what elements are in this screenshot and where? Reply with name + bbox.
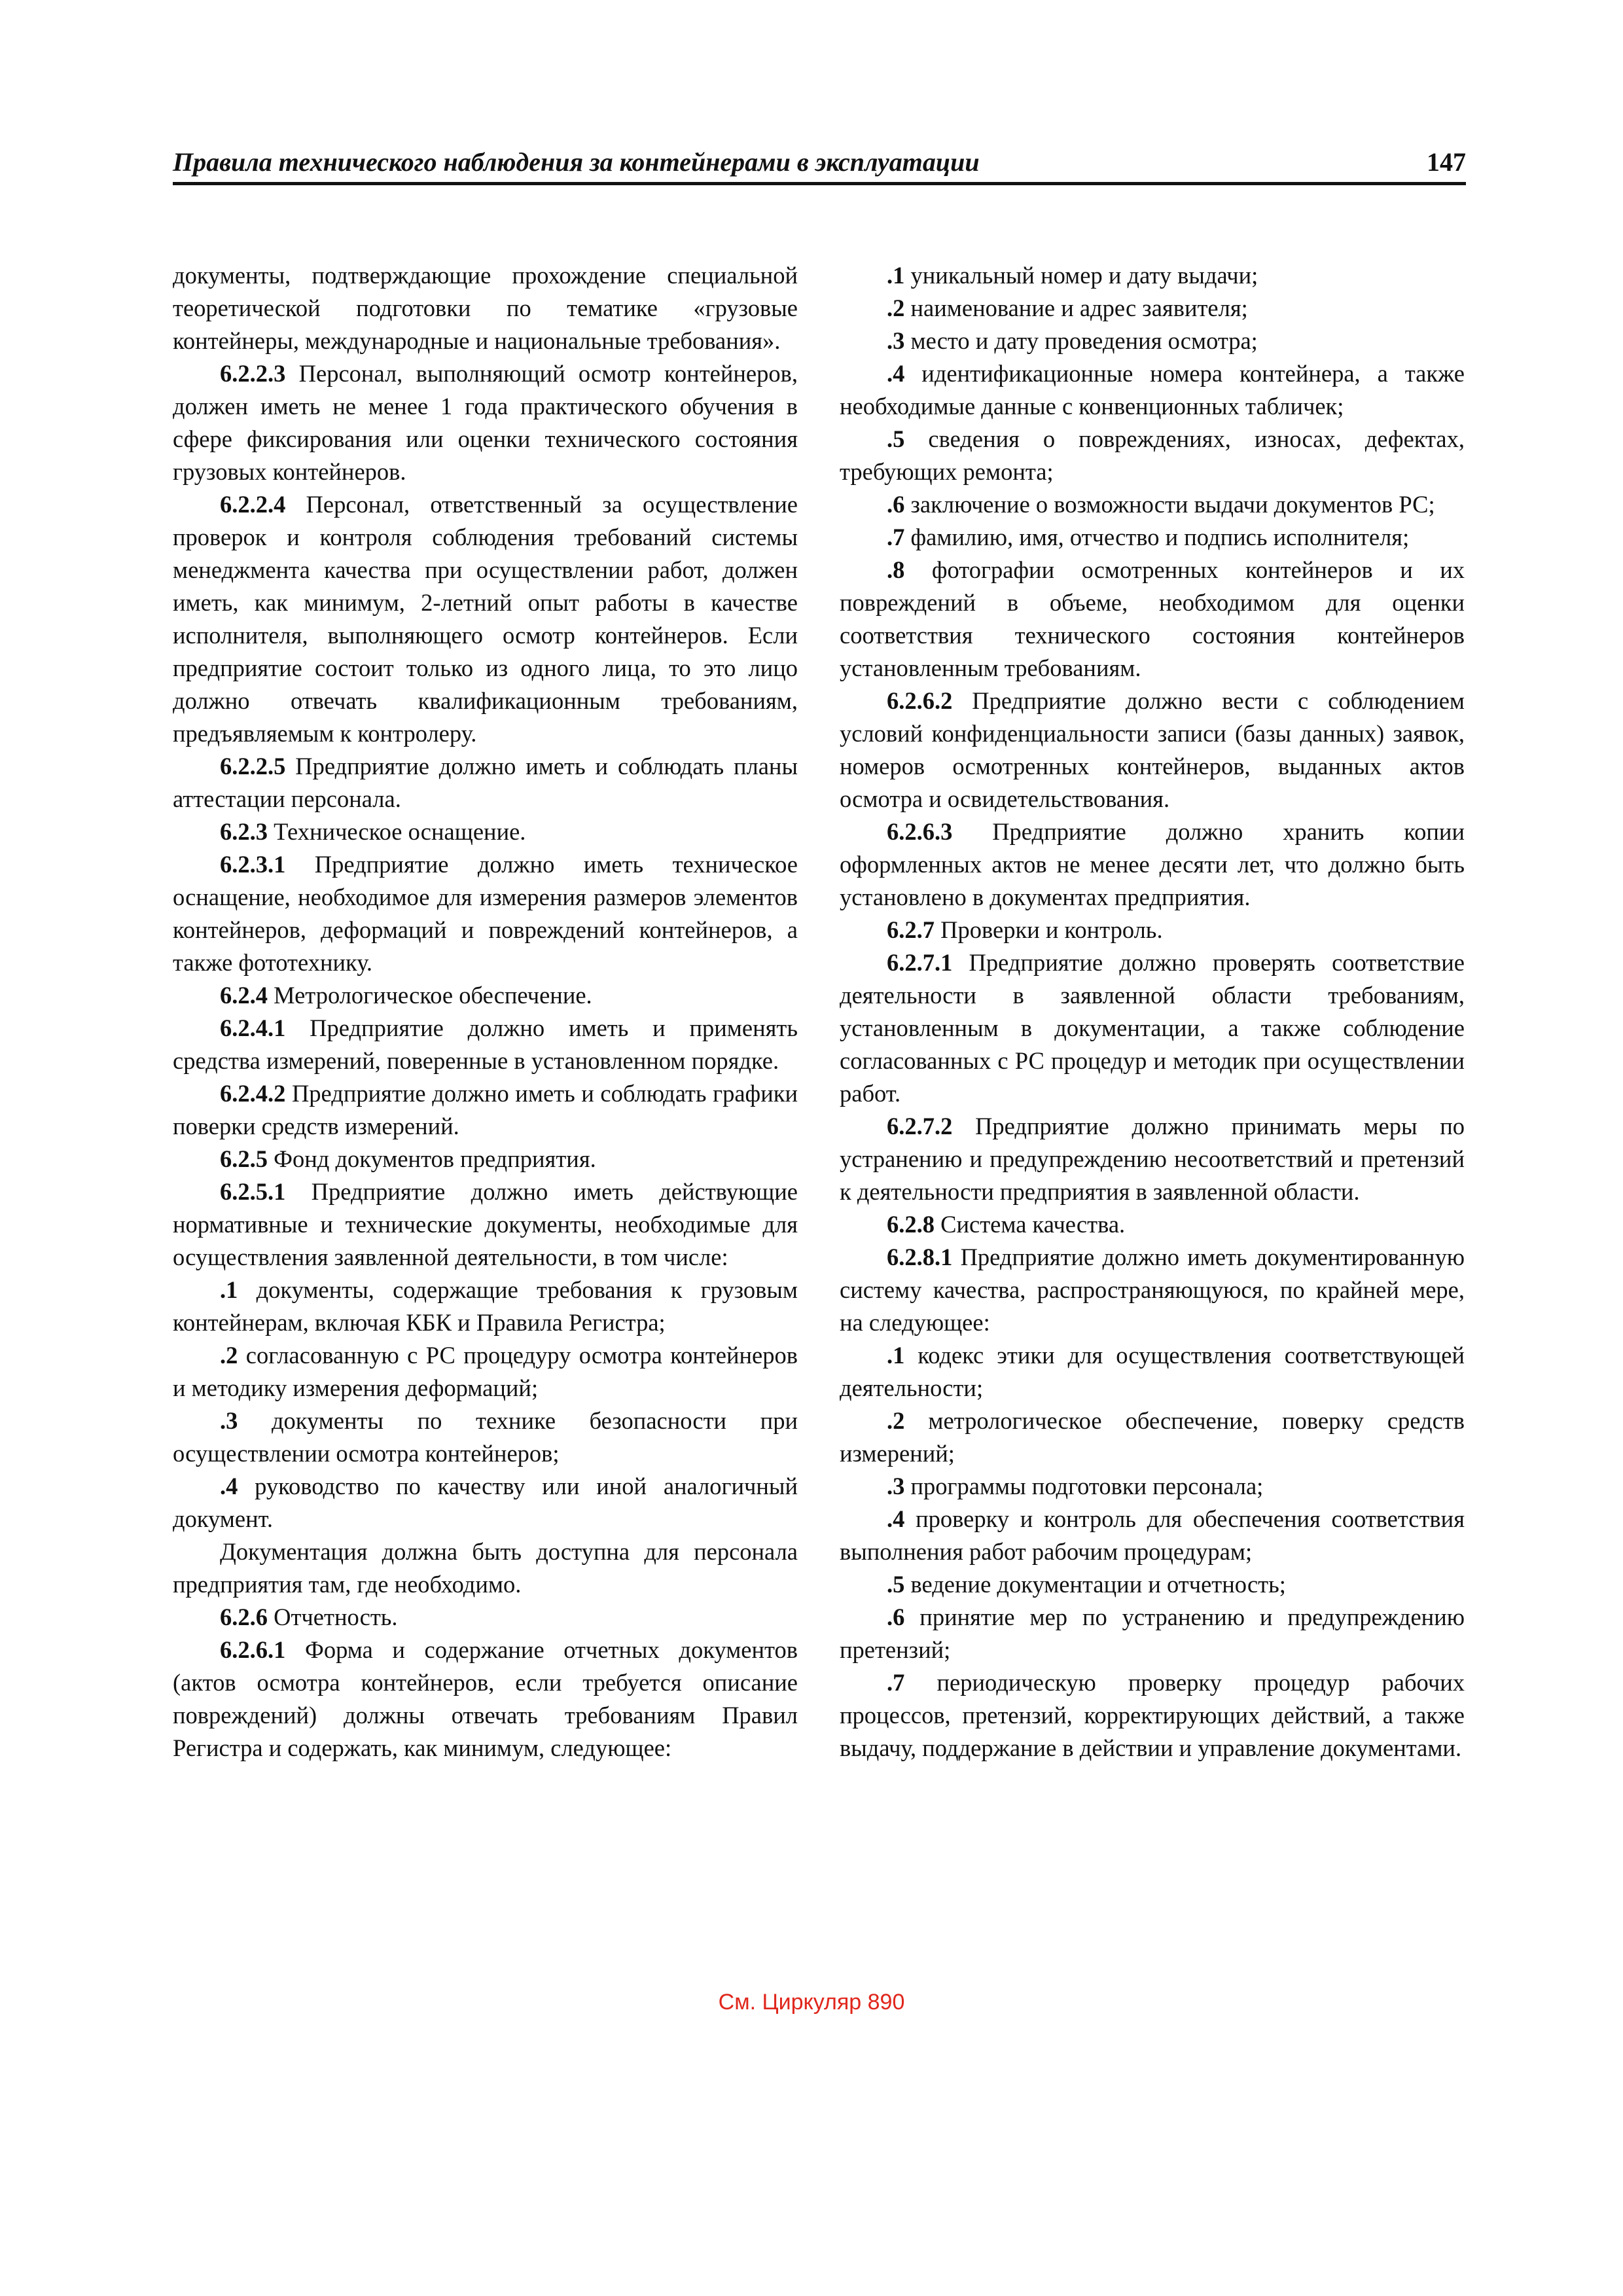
header-title: Правила технического наблюдения за контейнерами в эксплуатации [173,147,980,177]
clause-number: 6.2.6 [220,1604,268,1630]
paragraph-text: Отчетность. [268,1604,398,1630]
paragraph [173,979,798,1012]
clause-number: 6.2.7.1 [887,949,953,976]
paragraph [840,1601,1465,1666]
circular-reference-link[interactable]: См. Циркуляр 890 [718,1990,905,2015]
paragraph [840,1503,1465,1568]
paragraph [840,1241,1465,1339]
clause-number: .1 [887,262,905,289]
clause-number: .2 [887,1407,905,1434]
paragraph [173,488,798,750]
paragraph-text: фотографии осмотренных контейнеров и их повреждений в объеме, необходимом для оценки соответствия технического состояния контейнеров установленным требованиям. [840,556,1465,681]
clause-number: .6 [887,491,905,518]
clause-number: 6.2.4.1 [220,1014,286,1041]
paragraph [173,1601,798,1634]
paragraph-text: Форма и содержание отчетных документов (актов осмотра контейнеров, если требуется описание повреждений) должны отвечать требованиям Правил Регистра и содержать, как минимум, следующее: [173,1636,798,1761]
paragraph [840,357,1465,423]
paragraph-text: программы подготовки персонала; [904,1473,1264,1499]
page-number: 147 [1427,147,1466,177]
paragraph [840,914,1465,946]
paragraph-text: фамилию, имя, отчество и подпись исполнителя; [904,524,1410,550]
paragraph-text: документы по технике безопасности при осуществлении осмотра контейнеров; [173,1407,798,1467]
paragraph-text: Система качества. [935,1211,1126,1238]
paragraph-text: Метрологическое обеспечение. [268,982,592,1009]
paragraph-text: метрологическое обеспечение, поверку средств измерений; [840,1407,1465,1467]
paragraph-text: Персонал, ответственный за осуществление проверок и контроля соблюдения требований системы менеджмента качества при осуществлении работ, должен иметь, как минимум, 2-летний опыт работы в качестве исполнителя, выполняющего осмотр контейнеров. Если предприятие состоит только из одного лица, то это лицо должно отвечать квалификационным требованиям, предъявляемым к контролеру. [173,491,798,747]
clause-number: .7 [887,524,905,550]
paragraph [173,1143,798,1175]
paragraph [173,1077,798,1143]
paragraph-text: Предприятие должно хранить копии оформленных актов не менее десяти лет, что должно быть установлено в документах предприятия. [840,818,1465,910]
paragraph-text: место и дату проведения осмотра; [904,327,1258,354]
paragraph [840,292,1465,325]
paragraph [840,1110,1465,1208]
clause-number: 6.2.8.1 [887,1244,953,1270]
paragraph-text: принятие мер по устранению и предупреждению претензий; [840,1604,1465,1663]
clause-number: 6.2.3 [220,818,268,845]
paragraph [173,750,798,816]
paragraph [840,946,1465,1110]
paragraph [173,816,798,848]
paragraph [173,259,798,357]
paragraph-text: периодическую проверку процедур рабочих процессов, претензий, корректирующих действий, а также выдачу, поддержание в действии и управление документами. [840,1669,1465,1761]
paragraph-text: Документация должна быть доступна для персонала предприятия там, где необходимо. [173,1538,798,1598]
clause-number: 6.2.2.4 [220,491,286,518]
paragraph [173,1339,798,1405]
paragraph [173,1535,798,1601]
clause-number: .2 [220,1342,238,1369]
paragraph-text: Предприятие должно иметь техническое оснащение, необходимое для измерения размеров элементов контейнеров, деформаций и повреждений контейнеров, а также фототехнику. [173,851,798,976]
clause-number: .1 [220,1276,238,1303]
paragraph [173,1012,798,1077]
clause-number: 6.2.6.3 [887,818,953,845]
clause-number: 6.2.3.1 [220,851,286,878]
paragraph [173,1470,798,1535]
paragraph-text: руководство по качеству или иной аналогичный документ. [173,1473,798,1532]
paragraph-text: Предприятие должно иметь документированную систему качества, распространяющуюся, по крайней мере, на следующее: [840,1244,1465,1336]
left-column [173,259,798,1765]
clause-number: .6 [887,1604,905,1630]
paragraph [840,521,1465,554]
paragraph [173,1405,798,1470]
paragraph-text: документы, содержащие требования к грузовым контейнерам, включая КБК и Правила Регистра; [173,1276,798,1336]
paragraph-text: Предприятие должно вести с соблюдением условий конфиденциальности записи (базы данных) заявок, номеров осмотренных контейнеров, выданных актов осмотра и освидетельствования. [840,687,1465,812]
clause-number: 6.2.2.3 [220,360,286,387]
clause-number: .3 [887,327,905,354]
paragraph-text: согласованную с РС процедуру осмотра контейнеров и методику измерения деформаций; [173,1342,798,1401]
paragraph-text: Предприятие должно иметь и соблюдать графики поверки средств измерений. [173,1080,798,1139]
paragraph-text: Предприятие должно проверять соответствие деятельности в заявленной области требованиям, установленным в документации, а также соблюдение согласованных с РС процедур и методик при осуществлении работ. [840,949,1465,1107]
paragraph [840,259,1465,292]
clause-number: 6.2.6.2 [887,687,953,714]
paragraph [840,488,1465,521]
clause-number: .5 [887,1571,905,1598]
paragraph [840,1470,1465,1503]
clause-number: .3 [887,1473,905,1499]
paragraph-text: проверку и контроль для обеспечения соответствия выполнения работ рабочим процедурам; [840,1505,1465,1565]
paragraph [840,1666,1465,1765]
paragraph [840,325,1465,357]
clause-number: 6.2.2.5 [220,753,286,780]
paragraph [840,685,1465,816]
clause-number: .4 [220,1473,238,1499]
clause-number: 6.2.4.2 [220,1080,286,1107]
paragraph [173,1274,798,1339]
clause-number: 6.2.5 [220,1145,268,1172]
paragraph [173,357,798,488]
paragraph-text: заключение о возможности выдачи документов РС; [904,491,1435,518]
paragraph [840,1568,1465,1601]
paragraph-text: Персонал, выполняющий осмотр контейнеров, должен иметь не менее 1 года практического обучения в сфере фиксирования или оценки технического состояния грузовых контейнеров. [173,360,798,485]
paragraph-text: Проверки и контроль. [935,916,1163,943]
paragraph-text: идентификационные номера контейнера, а также необходимые данные с конвенционных табличек; [840,360,1465,420]
clause-number: 6.2.7 [887,916,935,943]
clause-number: 6.2.8 [887,1211,935,1238]
running-header [173,145,1466,185]
paragraph [840,816,1465,914]
clause-number: 6.2.5.1 [220,1178,286,1205]
right-column [840,259,1465,1765]
paragraph [840,554,1465,685]
paragraph [840,1208,1465,1241]
paragraph-text: Фонд документов предприятия. [268,1145,596,1172]
paragraph [840,1405,1465,1470]
paragraph-text: уникальный номер и дату выдачи; [904,262,1258,289]
clause-number: 6.2.7.2 [887,1113,953,1139]
clause-number: .7 [887,1669,905,1696]
clause-number: .8 [887,556,905,583]
clause-number: .3 [220,1407,238,1434]
clause-number: .4 [887,360,905,387]
paragraph-text: Предприятие должно иметь действующие нормативные и технические документы, необходимые для осуществления заявленной деятельности, в том числе: [173,1178,798,1270]
paragraph-text: наименование и адрес заявителя; [904,295,1248,321]
paragraph [173,1175,798,1274]
clause-number: .2 [887,295,905,321]
paragraph [173,848,798,979]
clause-number: .4 [887,1505,905,1532]
paragraph [173,1634,798,1765]
clause-number: .5 [887,425,905,452]
paragraph-text: Предприятие должно иметь и соблюдать планы аттестации персонала. [173,753,798,812]
paragraph-text: кодекс этики для осуществления соответствующей деятельности; [840,1342,1465,1401]
paragraph [840,1339,1465,1405]
paragraph-text: сведения о повреждениях, износах, дефектах, требующих ремонта; [840,425,1465,485]
clause-number: 6.2.4 [220,982,268,1009]
paragraph-text: Предприятие должно принимать меры по устранению и предупреждению несоответствий и претензий к деятельности предприятия в заявленной области. [840,1113,1465,1205]
clause-number: .1 [887,1342,905,1369]
paragraph-text: Техническое оснащение. [268,818,526,845]
paragraph-text: документы, подтверждающие прохождение специальной теоретической подготовки по тематике «грузовые контейнеры, международные и национальные требования». [173,262,798,354]
paragraph [840,423,1465,488]
paragraph-text: ведение документации и отчетность; [904,1571,1286,1598]
paragraph-text: Предприятие должно иметь и применять средства измерений, поверенные в установленном порядке. [173,1014,798,1074]
clause-number: 6.2.6.1 [220,1636,286,1663]
